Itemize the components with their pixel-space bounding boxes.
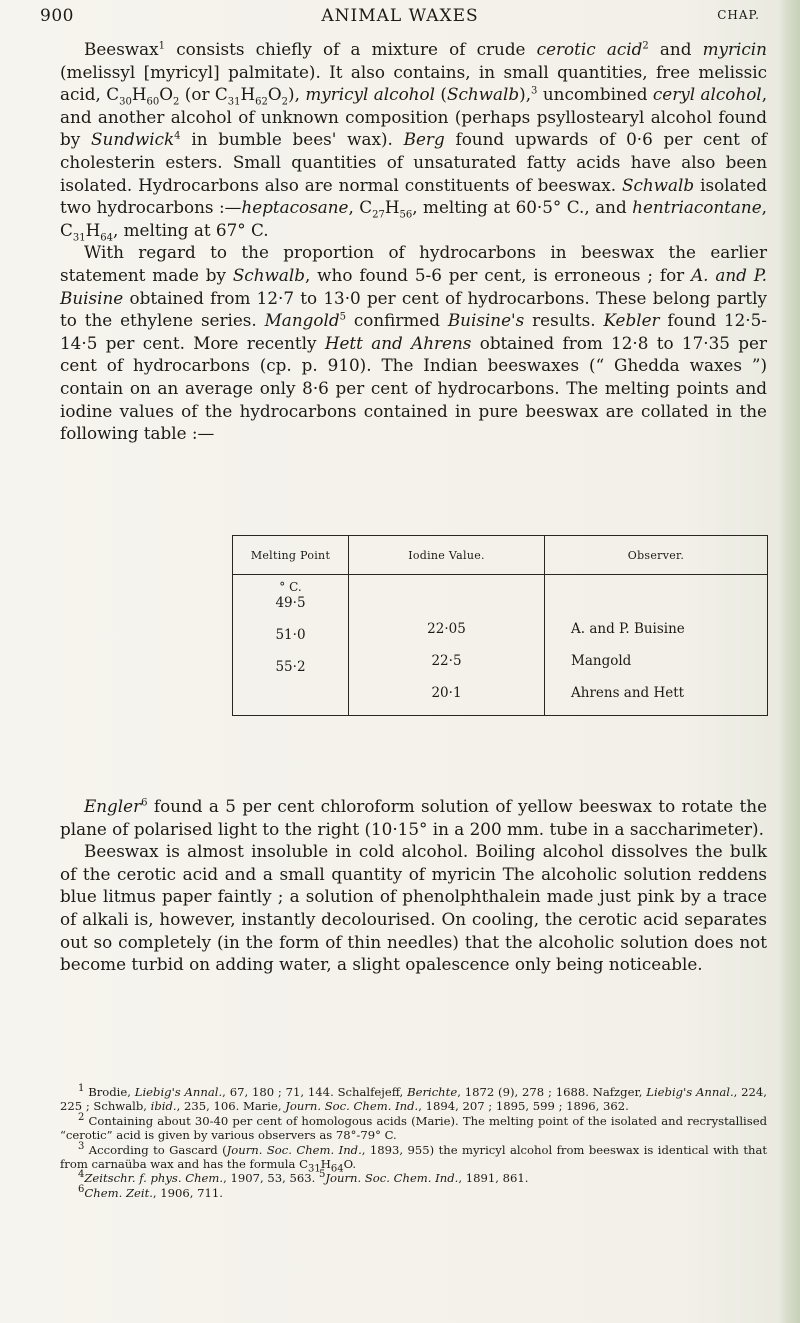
chapter-abbrev: CHAP. [717, 8, 760, 22]
table-row: ° C. 49·5 51·0 55·2 22·05 22·5 20·1 A. and P. Buisine Mangold Ahrens and Hett [233, 575, 768, 716]
footnote-1: $^1$ Brodie, Liebig's Annal., 67, 180 ; 71, 144. Schalfejeff, Berichte, 1872 (9), 278 ; 1688. Nafzger, Liebig's Annal., 224, 225 ; Schwalb, ibid., 235, 106. Marie, Journ. Soc. Chem. Ind., 1894, 207 ; 1895, 599 ; 1896, 362. [60, 1083, 767, 1114]
paragraph-hydrocarbons: With regard to the proportion of hydrocarbons in beeswax the earlier statement made by Schwalb, who found 5-6 per cent, is erroneous ; for A. and P. Buisine obtained from 12·7 to 13·0 per cent of hydrocarbons. These belong partly to the ethylene series. Mangold$^5$ confirmed Buisine's results. Kebler found 12·5-14·5 per cent. More recently Hett and Ahrens obtained from 12·8 to 17·35 per cent of hydrocarbons (cp. p. 910). The Indian beeswaxes (“ Ghedda waxes ”) contain on an average only 8·6 per cent of hydrocarbons. The melting points and iodine values of the hydrocarbons contained in pure beeswax are collated in the following table :— [60, 242, 768, 444]
footnote-4-5: $^4$Zeitschr. f. phys. Chem., 1907, 53, 563. $^5$Journ. Soc. Chem. Ind., 1891, 861. [78, 1169, 529, 1186]
page-number: 900 [40, 6, 74, 26]
footnotes [60, 1085, 767, 1200]
main-text-top [60, 38, 767, 445]
footnote-6: $^6$Chem. Zeit., 1906, 711. [78, 1183, 223, 1200]
paragraph-beeswax-composition: Beeswax$^1$ consists chiefly of a mixture of crude cerotic acid$^2$ and myricin (melissyl [myricyl] palmitate). It also contains, in small quantities, free melissic acid, $C_{30}H_{60}O_2$ (or $C_{31}H_{62}O_2$), myricyl alcohol (Schwalb),$^3$ uncombined ceryl alcohol, and another alcohol of unknown composition (perhaps psyllostearyl alcohol found by Sundwick$^4$ in bumble bees' wax). Berg found upwards of 0·6 per cent of cholesterin esters. Small quantities of unsaturated fatty acids have also been isolated. Hydrocarbons also are normal constituents of beeswax. Schwalb isolated two hydrocarbons :—heptacosane, $C_{27}H_{56}$, melting at 60·5° C., and hentriacontane, $C_{31}H_{64}$, melting at 67° C. [60, 39, 768, 244]
footnote-2: $^2$ Containing about 30-40 per cent of homologous acids (Marie). The melting point of the isolated and recrystallised “cerotic” acid is given by various observers as 78°-79° C. [60, 1111, 767, 1143]
header-melting-point: Melting Point [233, 536, 349, 575]
paragraph-solubility: Beeswax is almost insoluble in cold alcohol. Boiling alcohol dissolves the bulk of the cerotic acid and a small quantity of myricin The alcoholic solution reddens blue litmus paper faintly ; a solution of phenolphthalein made just pink by a trace of alkali is, however, instantly decolourised. On cooling, the cerotic acid separates out so completely (in the form of thin needles) that the alcoholic solution does not become turbid on adding water, a slight opalescence only being noticeable. [60, 841, 767, 975]
running-title: ANIMAL WAXES [321, 6, 479, 26]
main-text-bottom [60, 795, 767, 976]
page-edge [778, 0, 800, 1323]
header-iodine-value: Iodine Value. [349, 536, 545, 575]
paragraph-engler: Engler$^6$ found a 5 per cent chloroform solution of yellow beeswax to rotate the plane of polarised light to the right (10·15° in a 200 mm. tube in a saccharimeter). [60, 796, 767, 839]
unit-label: ° C. [279, 580, 302, 594]
footnote-3: $^3$ According to Gascard (Journ. Soc. Chem. Ind., 1893, 955) the myricyl alcohol from beeswax is identical with that from carnaüba wax and has the formula $C_{31}H_{64}O$. [60, 1140, 768, 1175]
melting-point-table [232, 535, 768, 716]
running-header [40, 6, 760, 30]
header-observer: Observer. [545, 536, 768, 575]
